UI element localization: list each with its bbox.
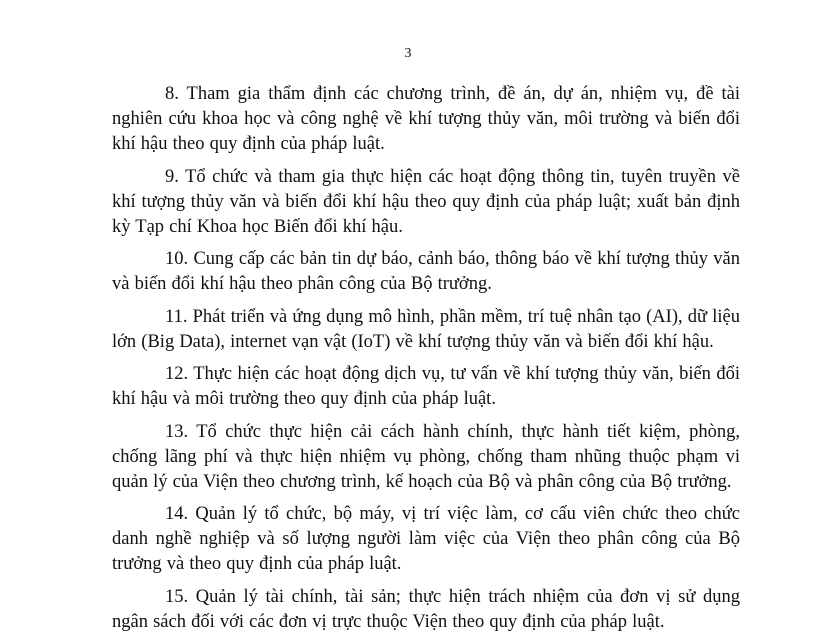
paragraph-item-12: 12. Thực hiện các hoạt động dịch vụ, tư vấn về khí tượng thủy văn, biến đổi khí hậu và môi trường theo quy định của pháp luật. (112, 364, 740, 409)
paragraph-item-14: 14. Quản lý tổ chức, bộ máy, vị trí việc làm, cơ cấu viên chức theo chức danh nghề nghiệp và số lượng người làm việc của Viện theo phân công của Bộ trưởng và theo quy định của pháp luật. (112, 504, 740, 574)
document-body (112, 82, 740, 642)
paragraph-item-9: 9. Tổ chức và tham gia thực hiện các hoạt động thông tin, tuyên truyền về khí tượng thủy văn và biến đổi khí hậu theo quy định của pháp luật; xuất bản định kỳ Tạp chí Khoa học Biến đổi khí hậu. (112, 166, 740, 237)
page-number: 3 (404, 46, 412, 61)
paragraph-item-8: 8. Tham gia thẩm định các chương trình, đề án, dự án, nhiệm vụ, đề tài nghiên cứu khoa học và công nghệ về khí tượng thủy văn, môi trường và biến đổi khí hậu theo quy định của pháp luật. (112, 84, 740, 154)
paragraph-item-13: 13. Tổ chức thực hiện cải cách hành chính, thực hành tiết kiệm, phòng, chống lãng phí và thực hiện nhiệm vụ phòng, chống tham nhũng thuộc phạm vi quản lý của Viện theo chương trình, kế hoạch của Bộ và phân công của Bộ trưởng. (112, 421, 740, 492)
paragraph-item-15: 15. Quản lý tài chính, tài sản; thực hiện trách nhiệm của đơn vị sử dụng ngân sách đối với các đơn vị trực thuộc Viện theo quy định của pháp luật. (112, 586, 740, 632)
paragraph-item-11: 11. Phát triển và ứng dụng mô hình, phần mềm, trí tuệ nhân tạo (AI), dữ liệu lớn (Big Data), internet vạn vật (IoT) về khí tượng thủy văn và biến đổi khí hậu. (112, 306, 740, 352)
paragraph-item-10: 10. Cung cấp các bản tin dự báo, cảnh báo, thông báo về khí tượng thủy văn và biến đổi khí hậu theo phân công của Bộ trưởng. (112, 249, 740, 294)
